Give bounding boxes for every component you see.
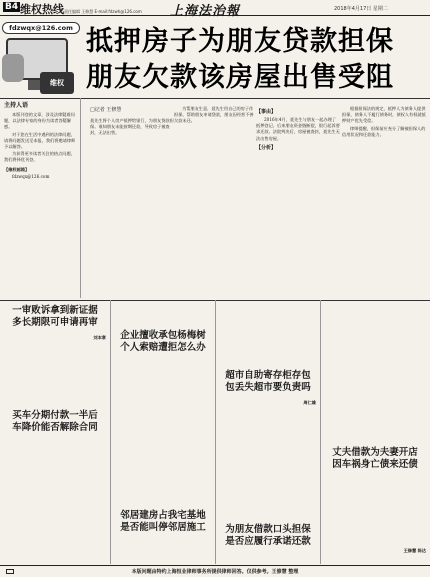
page-number: B4 — [5, 2, 19, 12]
article-title: 丈夫借款为夫妻开店 因车祸身亡债来还债 — [332, 447, 418, 470]
tag-case: 【事由】 — [256, 109, 277, 115]
lead-paragraph: 聂先生将个人房产抵押给银行，为朋友贷款担保。谁知朋友未能按期还款，导致房子被查封，无法出售。 — [90, 118, 174, 136]
story-column-2 — [174, 106, 254, 286]
article-title: 一审败诉拿到新证据 多长期限可申请再审 — [12, 305, 98, 328]
host-paragraph: 为获得更多读者关注的热点问题，我们将择优刊登。 — [4, 151, 75, 163]
divider — [110, 300, 111, 564]
article-title: 邻居建房占我宅基地 是否能叫停邻居施工 — [120, 510, 206, 533]
article-author: 周仁雄 — [303, 400, 316, 405]
article-title: 为朋友借款口头担保 是否应履行承诺还款 — [225, 524, 311, 547]
divider — [320, 300, 321, 564]
story-text: 为帮朋友生意，聂先生用自己的房子作担保，帮助朋友申请贷款，朋友因经营不善欠款未还。 — [174, 106, 254, 124]
footer-text: 本版问题由特约上海恒业律师事务所提供律师回答。仅供参考。王修慧 整理 — [131, 569, 299, 575]
story-text: 律师提醒，担保前应充分了解被担保人的信用状况和还款能力。 — [342, 125, 426, 137]
contact-email: fdzwqx@126.com — [12, 173, 50, 179]
column-logo — [0, 20, 82, 100]
page-header — [0, 0, 430, 19]
section-title: 维权热线 — [20, 3, 64, 16]
masthead: 上海法治報 — [170, 4, 241, 19]
story-column-4 — [342, 106, 428, 286]
article-body — [4, 335, 106, 405]
story-text: 根据担保法的规定，抵押人为债务人提供担保，债务人不履行债务时，债权人有权就抵押财产优先受偿。 — [342, 106, 426, 124]
host-label: 主持人语 — [4, 102, 29, 109]
logo-email: fdzwqx@126.com — [2, 22, 80, 34]
tag-analysis: 【分析】 — [256, 144, 277, 151]
host-paragraph: 对于您在生活中遇到的法律问题，请将问题发送至本报，我们将邀请律师予以解答。 — [4, 131, 76, 150]
divider — [215, 300, 216, 564]
contact-label: 【维权邮箱】 — [4, 166, 30, 172]
divider — [0, 98, 430, 99]
footer-mark-icon — [6, 569, 14, 574]
logo-badge: 维权 — [40, 72, 74, 94]
headline-line-2: 朋友欠款该房屋出售受阻 — [86, 62, 394, 93]
page-footer — [0, 565, 430, 577]
article-body — [222, 400, 316, 412]
story-text: 2016年4月，聂先生与朋友一起办理了抵押登记。后来朋友资金链断裂，银行起诉要求还款。法院判决后，房屋被查封，聂先生无法出售房屋。 — [256, 117, 340, 141]
editor-meta: 责任编辑 王修慧 E-mail:fdzwh@126.com — [64, 9, 142, 14]
host-paragraph: 本版刊登的文章，涉及法律疑难问题，以法律专家的身份为读者答疑解惑。 — [4, 112, 75, 130]
story-column-3 — [256, 106, 340, 286]
article-author: 刘本章 — [93, 335, 106, 340]
article-title: 买车分期付款一半后 车降价能否解除合同 — [12, 410, 98, 433]
issue-date: 2018年4月17日 星期二 — [334, 6, 388, 12]
article-author: 王修慧 陈达 — [403, 548, 426, 553]
byline: □记者 王修慧 — [90, 107, 122, 113]
main-headline — [86, 24, 430, 96]
article-body — [326, 548, 426, 560]
divider — [80, 98, 81, 298]
host-note — [4, 112, 76, 181]
article-title: 超市自助寄存柜存包 包丢失超市要负责吗 — [225, 370, 311, 393]
hand-icon — [2, 54, 24, 82]
headline-line-1: 抵押房子为朋友贷款担保 — [86, 26, 394, 57]
article-title: 企业擅收承包杨梅树 个人索赔遭拒怎么办 — [120, 330, 206, 353]
